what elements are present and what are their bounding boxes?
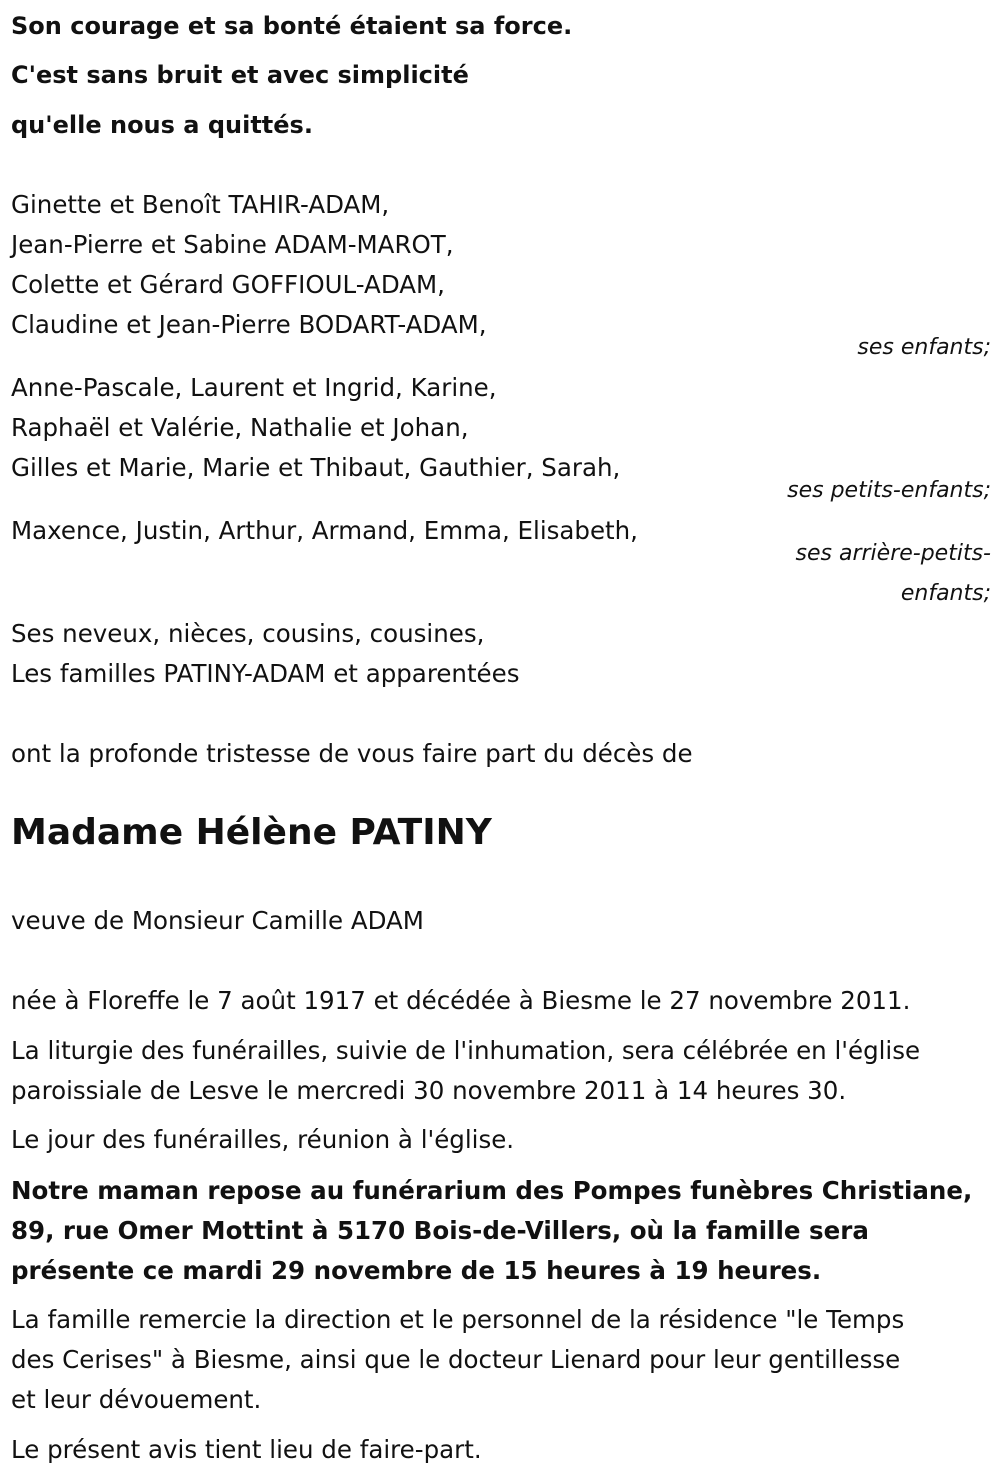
funerarium-line-3: présente ce mardi 29 novembre de 15 heures à 19 heures.: [11, 1256, 822, 1285]
quote-line-2: C'est sans bruit et avec simplicité: [11, 61, 469, 89]
children-role: ses enfants;: [857, 335, 991, 360]
announcement-text: ont la profonde tristesse de vous faire part du décès de: [11, 739, 693, 768]
quote-line-3: qu'elle nous a quittés.: [11, 111, 313, 139]
liturgy-line-2: paroissiale de Lesve le mercredi 30 novembre 2011 à 14 heures 30.: [11, 1076, 847, 1105]
others-line-2: Les familles PATINY-ADAM et apparentées: [11, 659, 520, 688]
closing-text: Le présent avis tient lieu de faire-part.: [11, 1435, 482, 1464]
great-grandchildren-role-2: enfants;: [900, 581, 991, 606]
birth-death-text: née à Floreffe le 7 août 1917 et décédée à Biesme le 27 novembre 2011.: [11, 986, 911, 1015]
grandchildren-line-3: Gilles et Marie, Marie et Thibaut, Gauthier, Sarah,: [11, 453, 621, 482]
grandchildren-line-1: Anne-Pascale, Laurent et Ingrid, Karine,: [11, 373, 497, 402]
liturgy-line-1: La liturgie des funérailles, suivie de l'inhumation, sera célébrée en l'église: [11, 1036, 921, 1065]
children-line-1: Ginette et Benoît TAHIR-ADAM,: [11, 190, 390, 219]
great-grandchildren-role-1: ses arrière-petits-: [795, 541, 991, 566]
thanks-line-2: des Cerises" à Biesme, ainsi que le docteur Lienard pour leur gentillesse: [11, 1345, 901, 1374]
grandchildren-line-2: Raphaël et Valérie, Nathalie et Johan,: [11, 413, 469, 442]
thanks-line-1: La famille remercie la direction et le personnel de la résidence "le Temps: [11, 1305, 905, 1334]
children-line-4: Claudine et Jean-Pierre BODART-ADAM,: [11, 310, 487, 339]
grandchildren-role: ses petits-enfants;: [787, 478, 991, 503]
funerarium-line-1: Notre maman repose au funérarium des Pompes funèbres Christiane,: [11, 1176, 973, 1205]
widow-of-text: veuve de Monsieur Camille ADAM: [11, 906, 424, 935]
funerarium-line-2: 89, rue Omer Mottint à 5170 Bois-de-Villers, où la famille sera: [11, 1216, 869, 1245]
children-line-2: Jean-Pierre et Sabine ADAM-MAROT,: [11, 230, 454, 259]
meeting-text: Le jour des funérailles, réunion à l'église.: [11, 1125, 515, 1154]
children-line-3: Colette et Gérard GOFFIOUL-ADAM,: [11, 270, 445, 299]
quote-line-1: Son courage et sa bonté étaient sa force.: [11, 12, 573, 40]
thanks-line-3: et leur dévouement.: [11, 1385, 262, 1414]
deceased-name: Madame Hélène PATINY: [11, 812, 492, 853]
great-grandchildren-line-1: Maxence, Justin, Arthur, Armand, Emma, Elisabeth,: [11, 516, 638, 545]
others-line-1: Ses neveux, nièces, cousins, cousines,: [11, 619, 485, 648]
